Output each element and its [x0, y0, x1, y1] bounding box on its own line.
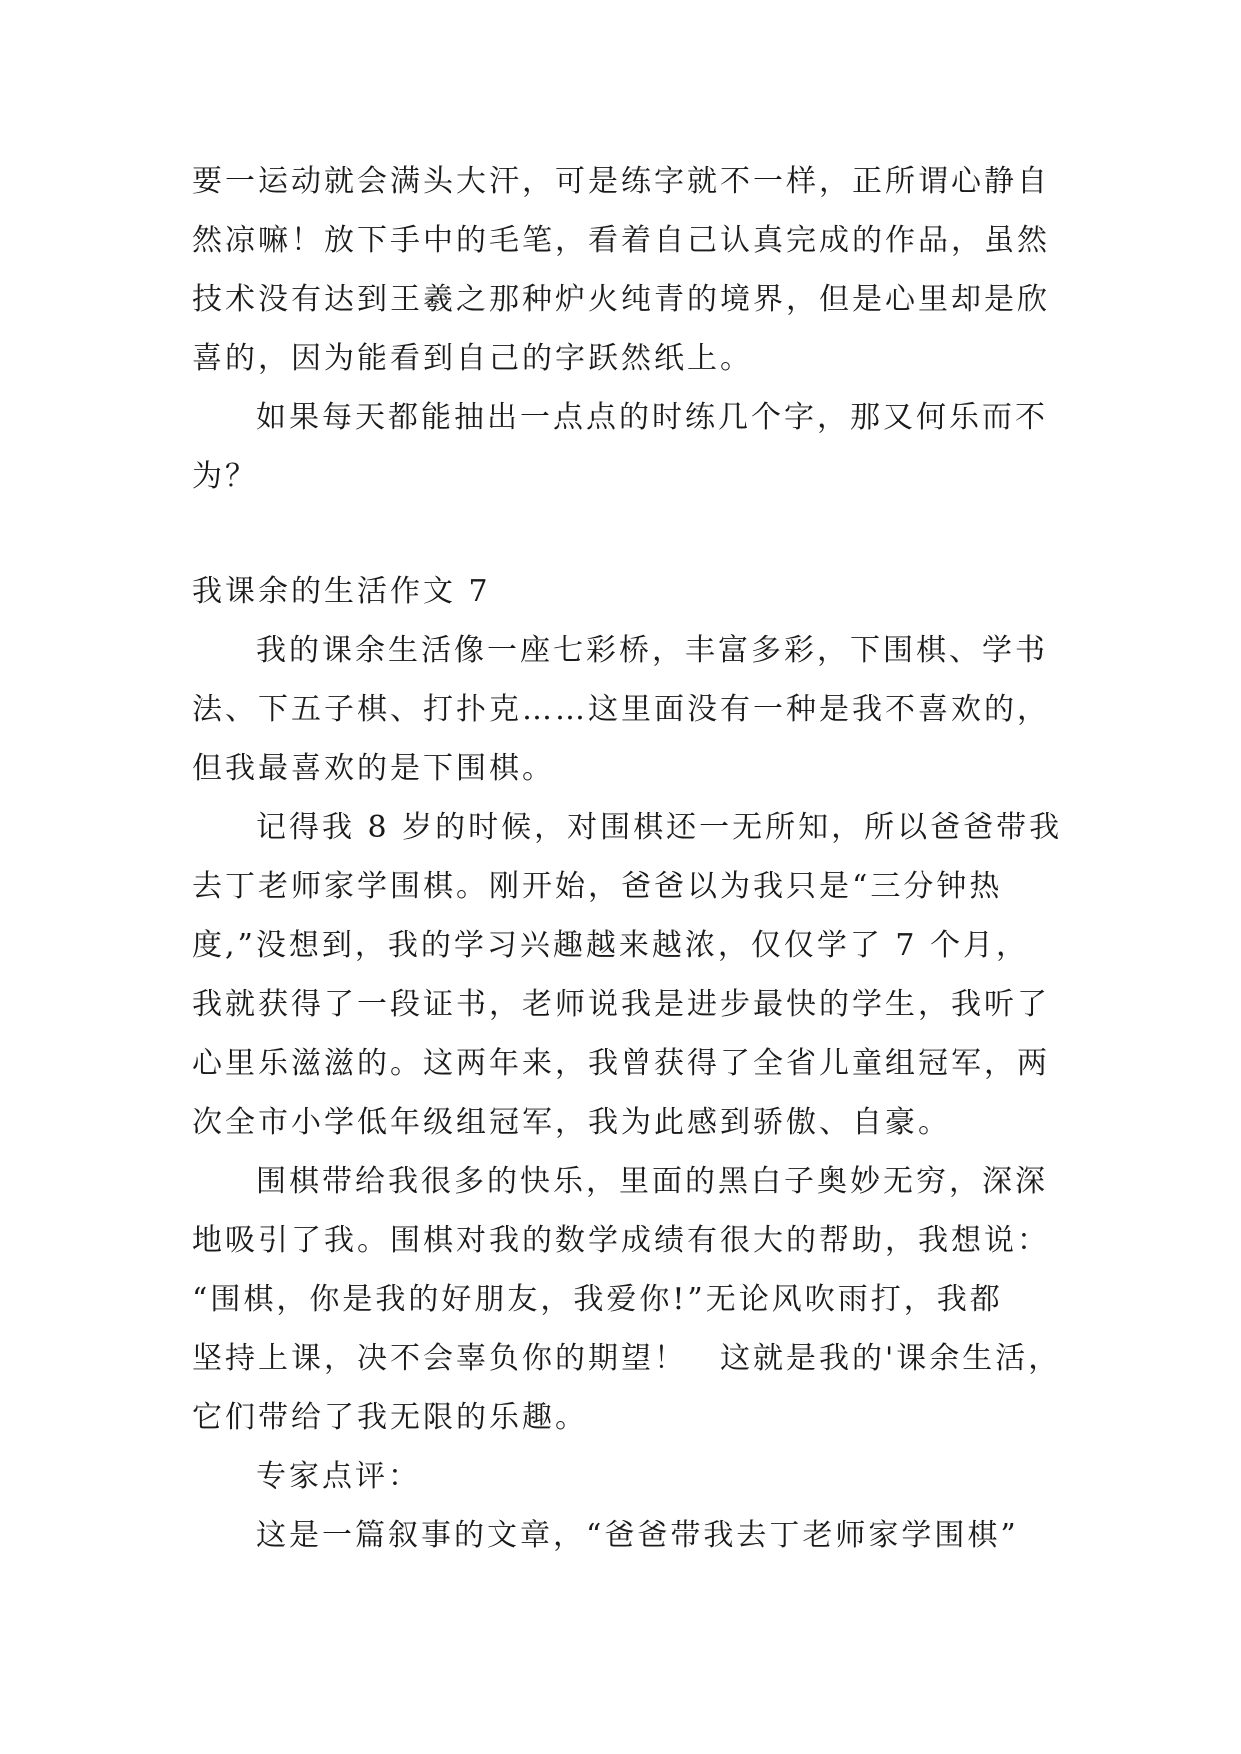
text-line: 专家点评：	[256, 1459, 421, 1494]
text-line: 坚持上课，决不会辜负你的期望！ 这就是我的'课余生活，	[192, 1341, 1062, 1376]
text-line: 为？	[192, 459, 258, 494]
text-line: 技术没有达到王羲之那种炉火纯青的境界，但是心里却是欣	[192, 282, 1050, 317]
text-line: 我的课余生活像一座七彩桥，丰富多彩，下围棋、学书	[256, 633, 1048, 668]
section-heading	[192, 562, 1052, 621]
text-line: 地吸引了我。围棋对我的数学成绩有很大的帮助，我想说：	[192, 1223, 1050, 1258]
text-line: 心里乐滋滋的。这两年来，我曾获得了全省儿童组冠军，两	[192, 1046, 1050, 1081]
text-line: 围棋带给我很多的快乐，里面的黑白子奥妙无穷，深深	[256, 1164, 1048, 1199]
section-title: 我课余的生活作文 7	[192, 574, 491, 609]
text-line: 如果每天都能抽出一点点的时练几个字，那又何乐而不	[256, 400, 1048, 435]
text-line: 我就获得了一段证书，老师说我是进步最快的学生，我听了	[192, 987, 1050, 1022]
text-line: 去丁老师家学围棋。刚开始，爸爸以为我只是“三分钟热	[192, 869, 1003, 904]
text-line: 法、下五子棋、打扑克……这里面没有一种是我不喜欢的，	[192, 692, 1050, 727]
text-line: 记得我 8 岁的时候，对围棋还一无所知，所以爸爸带我	[256, 810, 1063, 845]
text-line: 但我最喜欢的是下围棋。	[192, 751, 555, 786]
text-line: 度,”没想到，我的学习兴趣越来越浓，仅仅学了 7 个月，	[192, 928, 1030, 963]
paragraph-block-2	[192, 621, 1063, 1565]
text-line: “围棋，你是我的好朋友，我爱你!”无论风吹雨打，我都	[192, 1282, 1003, 1317]
paragraph-block-1	[192, 152, 1052, 506]
text-line: 要一运动就会满头大汗，可是练字就不一样，正所谓心静自	[192, 164, 1050, 199]
text-line: 它们带给了我无限的乐趣。	[192, 1400, 588, 1435]
text-line: 喜的，因为能看到自己的字跃然纸上。	[192, 341, 753, 376]
text-line: 这是一篇叙事的文章，“爸爸带我去丁老师家学围棋”	[256, 1518, 1019, 1553]
text-line: 然凉嘛！放下手中的毛笔，看着自己认真完成的作品，虽然	[192, 223, 1050, 258]
text-line: 次全市小学低年级组冠军，我为此感到骄傲、自豪。	[192, 1105, 951, 1140]
